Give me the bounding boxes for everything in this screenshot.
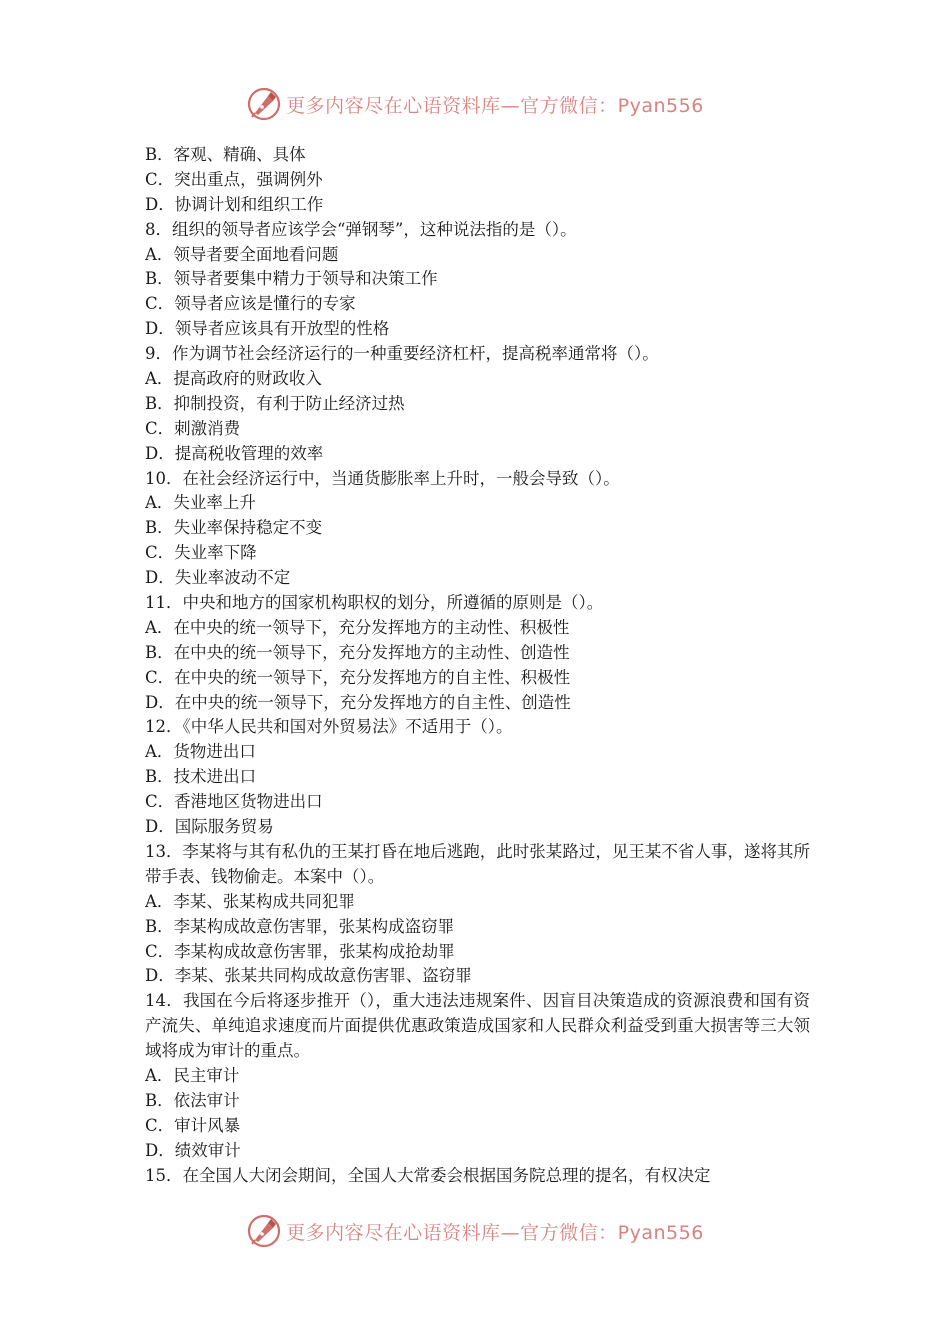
- option-line: B．领导者要集中精力于领导和决策工作: [145, 269, 438, 289]
- option-line: D．李某、张某共同构成故意伤害罪、盗窃罪: [145, 966, 472, 986]
- question-stem: 11．中央和地方的国家机构职权的划分，所遵循的原则是（）。: [145, 593, 604, 613]
- question-stem: 12．《中华人民共和国对外贸易法》不适用于（）。: [145, 717, 513, 737]
- option-line: A．提高政府的财政收入: [145, 369, 322, 389]
- option-line: D．提高税收管理的效率: [145, 443, 324, 463]
- option-line: A．领导者要全面地看问题: [145, 244, 339, 264]
- option-line: C．刺激消费: [145, 418, 241, 438]
- header-banner-text: 更多内容尽在心语资料库—官方微信：Pyan556: [286, 94, 704, 117]
- footer-banner: [0, 1211, 950, 1251]
- question-stem-13: 13．李某将与其有私仇的王某打昏在地后逃跑，此时张某路过，见王某不省人事，遂将其所带手表、钱物偷走。本案中（）。: [145, 841, 810, 886]
- document-body: [145, 143, 810, 1188]
- header-banner: [0, 84, 950, 124]
- option-line: C．在中央的统一领导下，充分发挥地方的自主性、积极性: [145, 667, 571, 687]
- option-line: D．失业率波动不定: [145, 568, 291, 588]
- option-line: A．民主审计: [145, 1066, 240, 1086]
- question-stem: 10．在社会经济运行中，当通货膨胀率上升时，一般会导致（）。: [145, 468, 620, 488]
- question-stem-15: 15．在全国人大闭会期间，全国人大常委会根据国务院总理的提名，有权决定: [145, 1165, 711, 1185]
- question-stem: 8．组织的领导者应该学会“弹钢琴”，这种说法指的是（）。: [145, 219, 577, 239]
- option-line: D．领导者应该具有开放型的性格: [145, 319, 390, 339]
- option-line: B．依法审计: [145, 1090, 240, 1110]
- question-stem: 9．作为调节社会经济运行的一种重要经济杠杆，提高税率通常将（）。: [145, 344, 659, 364]
- option-line: B．抑制投资，有利于防止经济过热: [145, 393, 405, 413]
- option-line: C．香港地区货物进出口: [145, 792, 323, 812]
- option-line: B．技术进出口: [145, 767, 257, 787]
- option-line: C．领导者应该是懂行的专家: [145, 294, 356, 314]
- option-line: C．失业率下降: [145, 543, 257, 563]
- option-line: B．失业率保持稳定不变: [145, 518, 323, 538]
- option-line: D．在中央的统一领导下，充分发挥地方的自主性、创造性: [145, 692, 571, 712]
- option-line: D．国际服务贸易: [145, 817, 274, 837]
- question-stem-14: 14．我国在今后将逐步推开（），重大违法违规案件、因盲目决策造成的资源浪费和国有资产流失、单纯追求速度而片面提供优惠政策造成国家和人民群众利益受到重大损害等三大领域将成为审计的重点。: [145, 991, 810, 1061]
- option-line: C．审计风暴: [145, 1115, 241, 1135]
- option-line: A．在中央的统一领导下，充分发挥地方的主动性、积极性: [145, 617, 570, 637]
- option-line: C．李某构成故意伤害罪，张某构成抢劫罪: [145, 941, 455, 961]
- option-line: A．失业率上升: [145, 493, 256, 513]
- text-line: D．协调计划和组织工作: [145, 194, 324, 214]
- option-line: B．在中央的统一领导下，充分发挥地方的主动性、创造性: [145, 642, 570, 662]
- text-line: C．突出重点，强调例外: [145, 169, 323, 189]
- pen-nib-logo-icon: [246, 1213, 282, 1249]
- option-line: D．绩效审计: [145, 1140, 241, 1160]
- footer-banner-text: 更多内容尽在心语资料库—官方微信：Pyan556: [286, 1221, 704, 1244]
- option-line: A．货物进出口: [145, 742, 256, 762]
- option-line: B．李某构成故意伤害罪，张某构成盗窃罪: [145, 916, 455, 936]
- option-line: A．李某、张某构成共同犯罪: [145, 891, 355, 911]
- text-line: B．客观、精确、具体: [145, 145, 306, 164]
- pen-nib-logo-icon: [246, 86, 282, 122]
